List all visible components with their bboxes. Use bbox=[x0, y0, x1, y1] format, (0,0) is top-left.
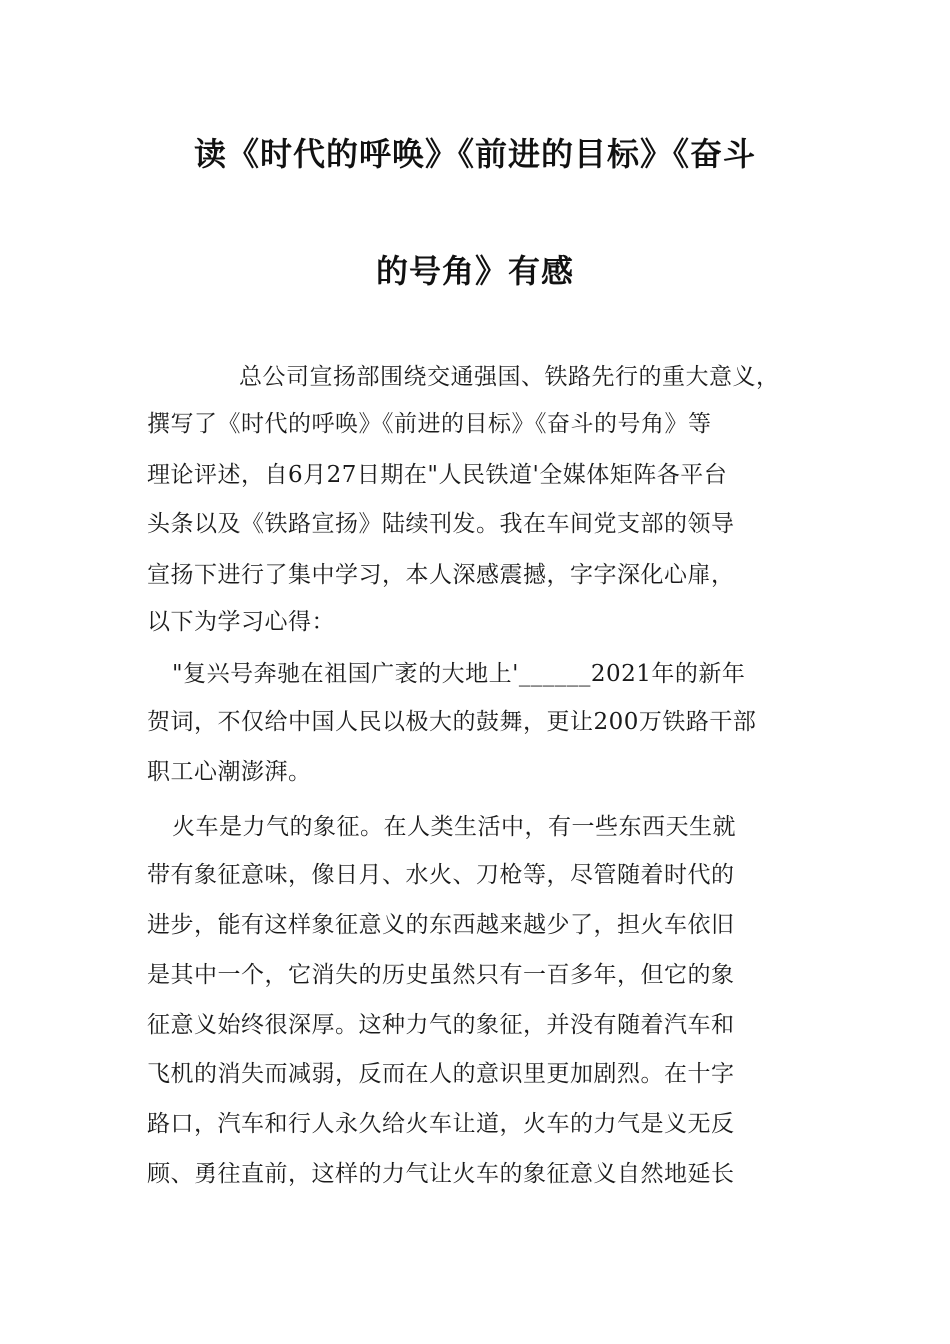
document-title-line-1: 读《时代的呼唤》《前进的目标》《奋斗 bbox=[193, 135, 756, 173]
paragraph-1-line-6: 以下为学习心得： bbox=[147, 609, 335, 635]
paragraph-1-line-2: 撰写了《时代的呼唤》《前进的目标》《奋斗的号角》等 bbox=[147, 411, 712, 437]
paragraph-1-line-5: 宣扬下进行了集中学习，本人深感震撼，字字深化心扉， bbox=[147, 562, 735, 588]
paragraph-3-line-1: 火车是力气的象征。在人类生活中，有一些东西天生就 bbox=[172, 814, 736, 840]
paragraph-3-line-6: 飞机的消失而减弱，反而在人的意识里更加剧烈。在十字 bbox=[147, 1061, 735, 1087]
paragraph-2-line-3: 职工心潮澎湃。 bbox=[147, 759, 312, 785]
paragraph-3-line-4: 是其中一个，它消失的历史虽然只有一百多年，但它的象 bbox=[147, 962, 735, 988]
paragraph-1-line-3: 理论评述，自6月27日期在"人民铁道'全媒体矩阵各平台 bbox=[147, 462, 728, 488]
paragraph-2-line-2: 贺词，不仅给中国人民以极大的鼓舞，更让200万铁路干部 bbox=[147, 709, 757, 735]
paragraph-3-line-3: 进步，能有这样象征意义的东西越来越少了，担火车依旧 bbox=[147, 912, 735, 938]
paragraph-3-line-7: 路口，汽车和行人永久给火车让道，火车的力气是义无反 bbox=[147, 1111, 735, 1137]
paragraph-2-line-1: "复兴号奔驰在祖国广袤的大地上'______2021年的新年 bbox=[172, 661, 746, 687]
paragraph-1-line-4: 头条以及《铁路宣扬》陆续刊发。我在车间党支部的领导 bbox=[147, 511, 735, 537]
paragraph-1-line-1: 总公司宣扬部围绕交通强国、铁路先行的重大意义， bbox=[239, 364, 780, 390]
paragraph-3-line-2: 带有象征意味，像日月、水火、刀枪等，尽管随着时代的 bbox=[147, 862, 735, 888]
paragraph-3-line-5: 征意义始终很深厚。这种力气的象征，并没有随着汽车和 bbox=[147, 1012, 735, 1038]
document-title-line-2: 的号角》有感 bbox=[375, 252, 574, 290]
paragraph-3-line-8: 顾、勇往直前，这样的力气让火车的象征意义自然地延长 bbox=[147, 1161, 735, 1187]
